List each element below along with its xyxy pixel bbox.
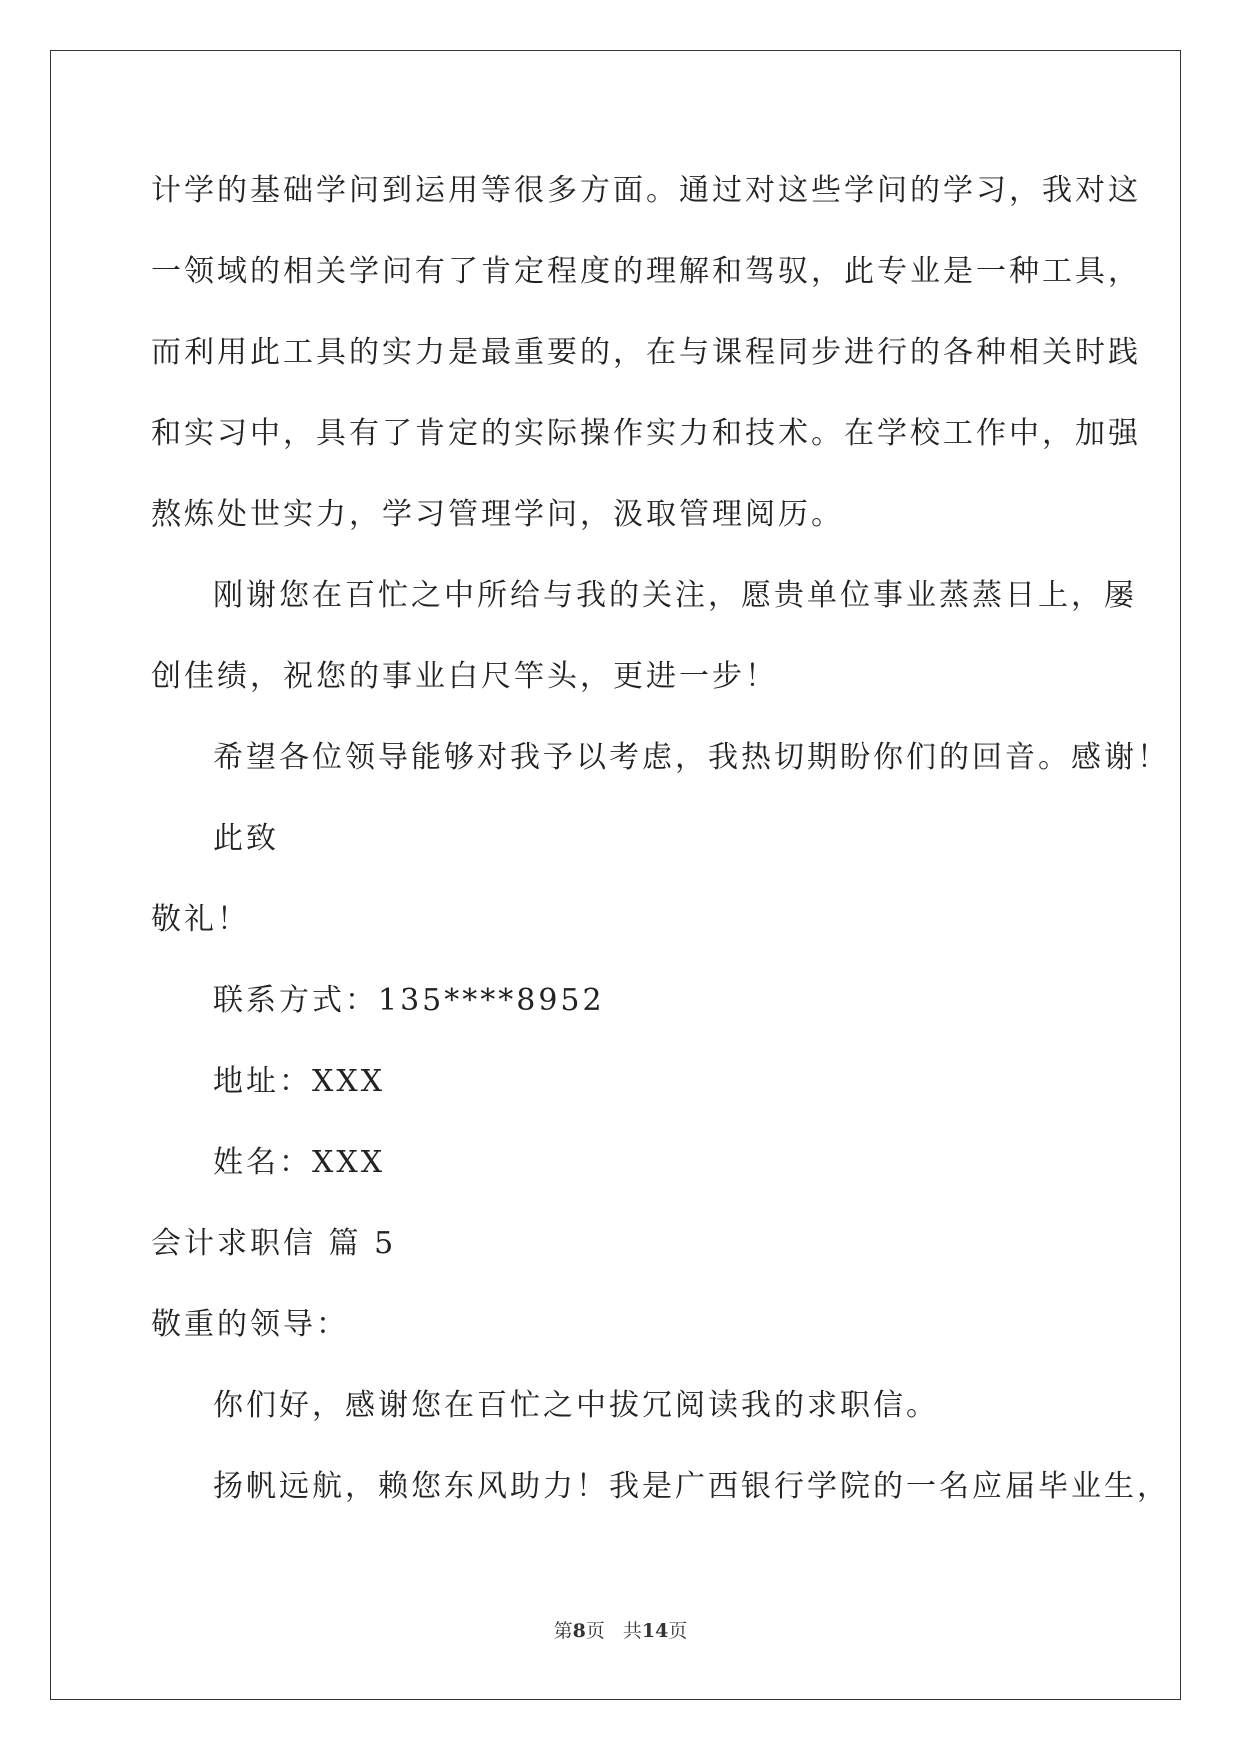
paragraph-line: 扬帆远航，赖您东风助力！我是广西银行学院的一名应届毕业生， [213,1469,1170,1504]
footer-current-page: 8 [572,1620,586,1642]
contact-phone: 联系方式：135****8952 [213,983,605,1018]
closing-regards: 敬礼！ [151,902,250,937]
paragraph-line: 你们好，感谢您在百忙之中拔冗阅读我的求职信。 [213,1388,939,1423]
paragraph-line: 熬炼处世实力，学习管理学问，汲取管理阅历。 [151,497,844,532]
paragraph-line: 计学的基础学问到运用等很多方面。通过对这些学问的学习，我对这 [151,173,1141,208]
paragraph-line: 一领域的相关学问有了肯定程度的理解和驾驭，此专业是一种工具， [151,254,1141,289]
footer-page-word: 页 [585,1620,605,1642]
paragraph-line: 刚谢您在百忙之中所给与我的关注，愿贵单位事业蒸蒸日上，屡 [213,578,1137,613]
footer-total-suffix: 页 [668,1620,688,1642]
paragraph-line: 而利用此工具的实力是最重要的，在与课程同步进行的各种相关时践 [151,335,1141,370]
document-body [151,165,1170,1542]
footer-total-pages: 14 [641,1620,669,1642]
contact-name: 姓名：XXX [213,1145,386,1180]
paragraph-line: 创佳绩，祝您的事业白尺竿头，更进一步！ [151,659,778,694]
section-heading: 会计求职信 篇 5 [151,1226,397,1261]
closing-salutation: 此致 [213,821,279,856]
footer-total-prefix: 共 [622,1620,642,1642]
footer-prefix: 第 [553,1620,573,1642]
paragraph-line: 和实习中，具有了肯定的实际操作实力和技术。在学校工作中，加强 [151,416,1141,451]
letter-greeting: 敬重的领导： [151,1307,349,1342]
contact-address: 地址：XXX [213,1064,386,1099]
page-footer [0,1616,1241,1643]
paragraph-line: 希望各位领导能够对我予以考虑，我热切期盼你们的回音。感谢！ [213,740,1170,775]
